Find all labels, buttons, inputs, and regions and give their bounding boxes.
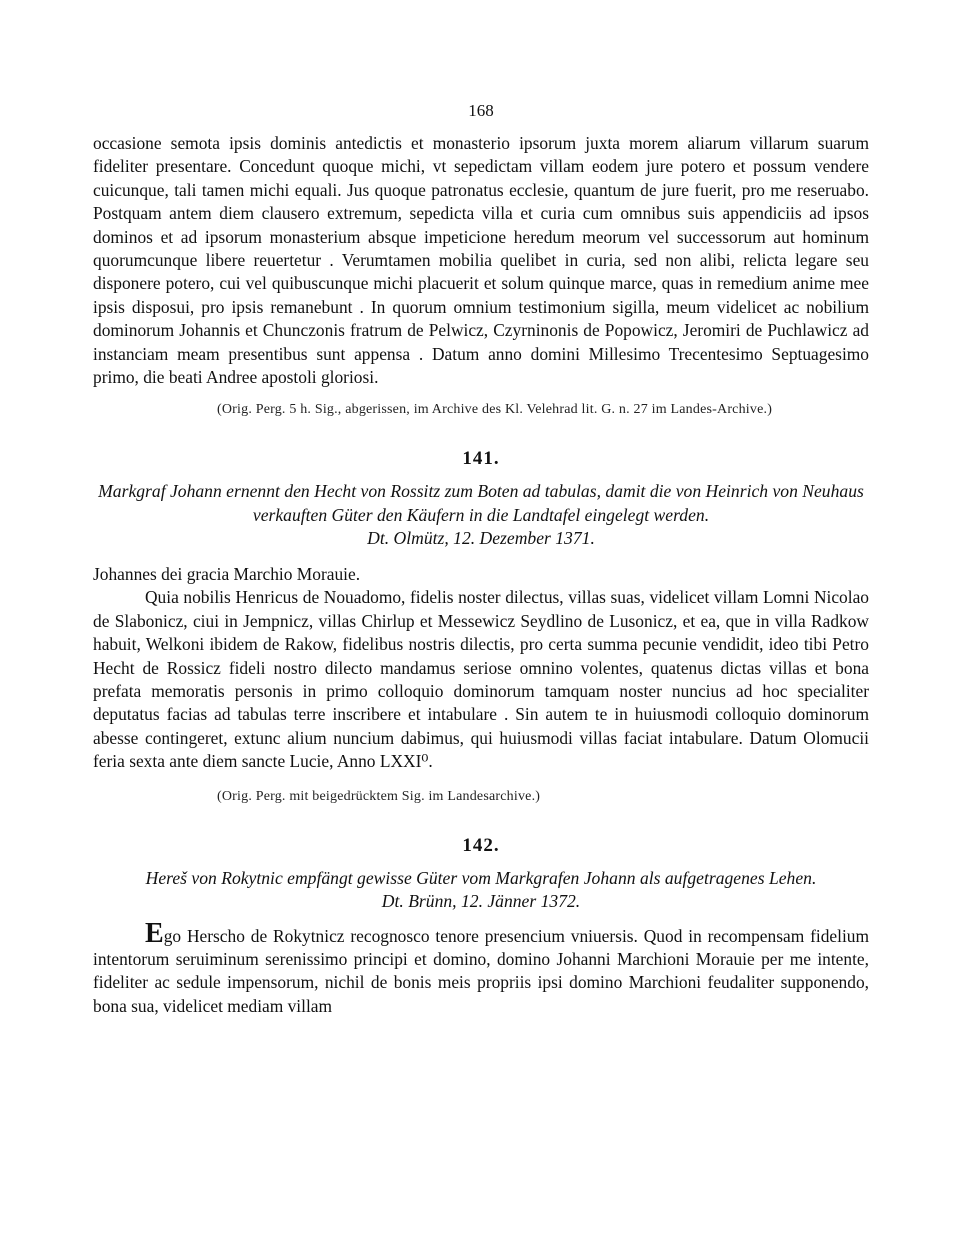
document-page bbox=[93, 100, 869, 1018]
document-142-dateline: Dt. Brünn, 12. Jänner 1372. bbox=[381, 891, 581, 912]
page-number: 168 bbox=[468, 101, 494, 120]
document-141-dateline: Dt. Olmütz, 12. Dezember 1371. bbox=[367, 528, 595, 549]
document-142-body-block bbox=[93, 917, 869, 1019]
document-141-opening: Johannes dei gracia Marchio Morauie. bbox=[93, 563, 361, 584]
document-142-initial: E bbox=[145, 917, 164, 949]
document-141-archive-note: (Orig. Perg. mit beigedrücktem Sig. im Landesarchive.) bbox=[217, 788, 541, 804]
document-number-141: 141. bbox=[462, 448, 500, 470]
document-number-142: 142. bbox=[462, 834, 500, 856]
document-142-body: go Herscho de Rokytnicz recognosco tenore presencium vniuersis. Quod in recompensam fidelium intentorum seruiminum serenissimo principi et domino, domino Johanni Marchioni Morauie per me intente, fideliter ac sedule impensorum, nichil de bonis meis propriis ipsi domino Marchioni feudaliter supponendo, bona sua, videlicet mediam villam bbox=[93, 925, 869, 1016]
archive-note: (Orig. Perg. 5 h. Sig., abgerissen, im Archive des Kl. Velehrad lit. G. n. 27 im Landes-Archive.) bbox=[217, 402, 773, 418]
document-142-heading: Hereš von Rokytnic empfängt gewisse Güter vom Markgrafen Johann als aufgetragenes Lehen. bbox=[145, 867, 817, 888]
document-141-heading: Markgraf Johann ernennt den Hecht von Rossitz zum Boten ad tabulas, damit die von Heinrich von Neuhaus verkauften Güter den Käufern in die Landtafel eingelegt werden. bbox=[98, 481, 864, 525]
continued-charter-text: occasione semota ipsis dominis antedictis et monasterio ipsorum juxta morem aliarum villarum suarum fideliter presentare. Concedunt quoque michi, vt sepedictam villam eodem jure potero et possum vendere cuicunque, tali tamen michi equali. Jus quoque patronatus ecclesie, quantum de jure fuerit, pro me reseruabo. Postquam antem diem clausero extremum, sepedicta villa et curia cum omnibus suis appendiciis ad ipsos dominos et ad ipsorum monasterium absque impeticione heredum meorum vel successorum aut hominum quorumcunque libere reuertetur . Verumtamen mobilia quelibet in curia, sed non alibi, relicta legare seu disponere potero, cui vel quibuscunque michi placuerit et solum quinque marce, quas in remedium anime mee ipsis disposui, pro ipsis remanebunt . In quorum omnium testimonium sigilla, meum videlicet ac nobilium dominorum Johannis et Chunczonis fratrum de Pelwicz, Czyrninonis de Popowicz, Jeromiri de Puchlawicz ad instanciam meam presentibus sunt appensa . Datum anno domini Millesimo Trecentesimo Septuagesimo primo, die beati Andree apostoli gloriosi. bbox=[93, 133, 869, 388]
document-141-body: Quia nobilis Henricus de Nouadomo, fidelis noster dilectus, villas suas, videlicet villam Lomni Nicolao de Slabonicz, ciui in Jempnicz, villas Chirlup et Messewicz Seydlino de Lusonicz, et ea, que in villa Radkow habuit, Welkoni ibidem de Rakow, fidelibus nostris dilectis, pro certa summa pecunie vendidit, ideo tibi Petro Hecht de Rossicz fideli nostro dilecto mandamus seriose omnino volentes, quatenus dictas villas et bona prefata memoratis personis in primo colloquio dominorum tamquam noster nuncius ad hoc specialiter deputatus facias ad tabulas terre inscribere et intabulare . Sin autem te in huiusmodi colloquio dominorum abesse contingeret, extunc alium nuncium dabimus, qui huiusmodi villas faciat intabulare. Datum Olomucii feria sexta ante diem sancte Lucie, Anno LXXI⁰. bbox=[93, 587, 869, 772]
